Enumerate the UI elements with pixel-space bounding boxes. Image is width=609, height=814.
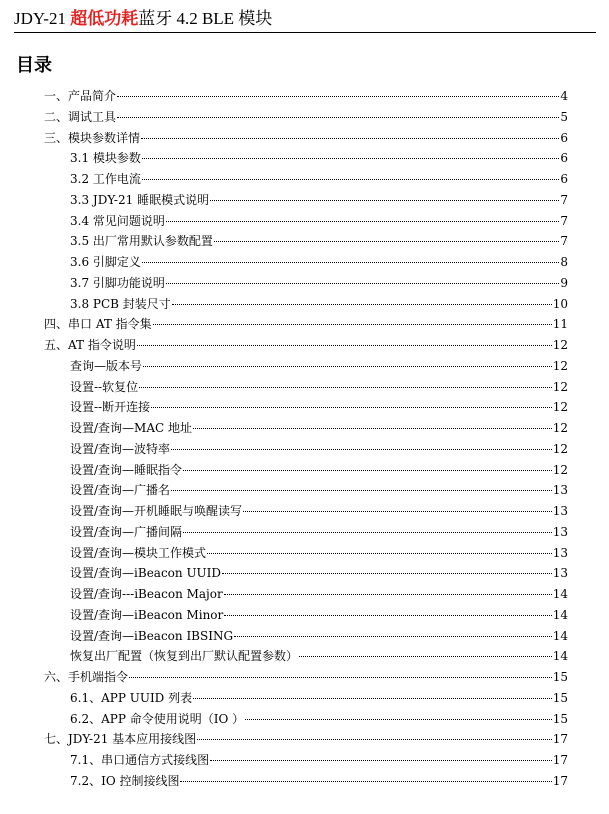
toc-entry[interactable] [0,107,609,128]
toc-dot-leader [210,760,552,761]
toc-entry-page-number: 7 [560,234,568,249]
toc-entry-page-number: 6 [560,172,568,186]
toc-entry-page-number: 7 [560,213,568,228]
toc-entry-label: 3.2 工作电流 [70,172,141,186]
toc-entry[interactable] [0,584,609,605]
toc-entry-label: 一、产品简介 [44,89,117,103]
toc-dot-leader [171,490,552,491]
toc-entry-page-number: 15 [552,690,568,705]
toc-entry[interactable] [0,335,609,356]
toc-entry[interactable] [0,231,609,252]
toc-entry[interactable] [0,439,609,460]
toc-dot-leader [142,179,559,180]
toc-entry[interactable] [0,729,609,750]
toc-dot-leader [224,594,552,595]
toc-entry-page-number: 12 [552,358,568,373]
toc-entry-page-number: 12 [552,400,568,415]
toc-entry-page-number: 7 [560,192,568,207]
toc-entry-page-number: 4 [560,89,568,103]
toc-entry-label: 7.1、串口通信方式接线图 [70,753,210,767]
toc-entry-label: 设置/查询—开机睡眠与唤醒读写 [70,504,243,518]
toc-dot-leader [143,366,552,367]
toc-dot-leader [224,615,551,616]
toc-entry-label: 3.4 常见问题说明 [70,213,165,228]
toc-entry[interactable] [0,397,609,418]
toc-entry-page-number: 12 [552,379,568,394]
toc-entry-page-number: 14 [552,649,568,664]
toc-entry-page-number: 12 [552,421,568,435]
toc-entry-page-number: 8 [560,255,568,269]
toc-entry[interactable] [0,480,609,501]
toc-dot-leader [193,428,552,429]
toc-entry-label: 6.2、APP 命令使用说明（IO ） [70,711,245,726]
toc-dot-leader [153,324,552,325]
toc-entry[interactable] [0,501,609,522]
toc-entry-label: 3.6 引脚定义 [70,255,141,269]
toc-dot-leader [166,283,559,284]
toc-dot-leader [171,449,552,450]
toc-entry-page-number: 14 [552,607,568,622]
toc-entry-label: 设置/查询—波特率 [70,441,171,456]
toc-dot-leader [139,387,552,388]
toc-entry[interactable] [0,377,609,398]
toc-dot-leader [142,262,559,263]
toc-entry-label: 设置/查询—iBeacon Minor [70,607,224,622]
toc-entry-label: 设置--软复位 [70,379,139,394]
toc-entry-page-number: 17 [552,732,568,747]
toc-entry[interactable] [0,709,609,730]
toc-entry[interactable] [0,273,609,294]
toc-entry-label: 二、调试工具 [44,109,117,124]
toc-entry-page-number: 13 [552,483,568,498]
toc-entry-label: 设置/查询—广播名 [70,483,171,498]
toc-entry[interactable] [0,626,609,647]
toc-entry-page-number: 12 [552,338,568,352]
toc-entry-page-number: 10 [552,296,568,311]
toc-dot-leader [234,636,552,637]
toc-entry[interactable] [0,563,609,584]
toc-entry[interactable] [0,356,609,377]
toc-entry[interactable] [0,543,609,564]
toc-dot-leader [172,304,552,305]
toc-dot-leader [214,241,559,242]
toc-entry[interactable] [0,190,609,211]
toc-entry-label: 四、串口 AT 指令集 [44,317,152,332]
toc-entry-label: 六、手机端指令 [44,670,129,684]
toc-entry-page-number: 17 [552,773,568,788]
toc-entry-label: 恢复出厂配置（恢复到出厂默认配置参数） [70,649,299,664]
toc-dot-leader [193,698,552,699]
toc-entry[interactable] [0,667,609,688]
toc-dot-leader [141,138,559,139]
toc-entry-label: 设置/查询—MAC 地址 [70,421,192,435]
toc-title: 目录 [16,55,52,76]
toc-entry-label: 设置/查询—iBeacon IBSING [70,628,234,643]
toc-entry-label: 五、AT 指令说明 [44,338,136,352]
toc-dot-leader [142,158,559,159]
header-highlight: 超低功耗 [70,9,139,28]
toc-entry-page-number: 15 [552,670,568,684]
header-prefix: JDY-21 [14,9,71,28]
toc-entry-label: 设置--断开连接 [70,400,151,415]
toc-entry-label: 查询—版本号 [70,358,143,373]
toc-dot-leader [166,221,559,222]
toc-entry-label: 七、JDY-21 基本应用接线图 [44,732,197,747]
toc-dot-leader [183,532,552,533]
toc-entry[interactable] [0,294,609,315]
toc-entry[interactable] [0,252,609,273]
toc-entry-page-number: 12 [552,441,568,456]
toc-entry-page-number: 12 [552,462,568,477]
toc-entry-page-number: 13 [552,545,568,560]
toc-entry[interactable] [0,169,609,190]
toc-dot-leader [117,117,559,118]
toc-entry-page-number: 5 [560,109,568,124]
toc-entry-page-number: 6 [560,130,568,145]
toc-entry[interactable] [0,646,609,667]
toc-entry[interactable] [0,771,609,792]
toc-entry-page-number: 14 [552,587,568,601]
toc-entry-label: 设置/查询—睡眠指令 [70,462,183,477]
toc-dot-leader [299,656,552,657]
toc-entry[interactable] [0,86,609,107]
toc-entry[interactable] [0,688,609,709]
toc-entry-page-number: 9 [560,275,568,290]
toc-dot-leader [243,511,552,512]
toc-dot-leader [117,96,559,97]
toc-dot-leader [151,407,552,408]
toc-entry[interactable] [0,522,609,543]
toc-entry-label: 设置/查询---iBeacon Major [70,587,223,601]
toc-dot-leader [137,345,552,346]
toc-entry-page-number: 15 [552,711,568,726]
toc-entry-page-number: 6 [560,151,568,166]
toc-entry[interactable] [0,605,609,626]
toc-dot-leader [129,677,552,678]
toc-dot-leader [180,781,551,782]
toc-dot-leader [207,553,552,554]
toc-dot-leader [197,739,552,740]
toc-entry-page-number: 11 [552,317,568,332]
toc-entry-page-number: 13 [552,524,568,539]
toc-entry-label: 设置/查询—iBeacon UUID [70,566,222,581]
toc-entry-label: 3.3 JDY-21 睡眠模式说明 [70,192,210,207]
toc-entry[interactable] [0,211,609,232]
toc-dot-leader [245,719,552,720]
toc-entry-label: 3.8 PCB 封装尺寸 [70,296,171,311]
toc-entry-label: 设置/查询—模块工作模式 [70,545,207,560]
table-of-contents [0,86,609,792]
header-suffix: 蓝牙 4.2 BLE 模块 [138,9,273,28]
toc-entry[interactable] [0,128,609,149]
toc-entry-page-number: 13 [552,504,568,518]
toc-entry-label: 设置/查询—广播间隔 [70,524,183,539]
page-header [14,8,596,33]
toc-entry-label: 6.1、APP UUID 列表 [70,690,193,705]
toc-entry[interactable] [0,460,609,481]
toc-dot-leader [222,573,552,574]
toc-dot-leader [183,470,552,471]
toc-entry-label: 3.5 出厂常用默认参数配置 [70,234,213,249]
toc-entry[interactable] [0,314,609,335]
toc-entry-label: 三、模块参数详情 [44,130,141,145]
toc-entry-page-number: 13 [552,566,568,581]
toc-entry-label: 7.2、IO 控制接线图 [70,773,180,788]
toc-entry-page-number: 14 [552,628,568,643]
toc-entry-page-number: 17 [552,753,568,767]
toc-entry[interactable] [0,148,609,169]
toc-entry[interactable] [0,418,609,439]
toc-entry[interactable] [0,750,609,771]
toc-dot-leader [210,200,559,201]
toc-entry-label: 3.1 模块参数 [70,151,141,166]
toc-entry-label: 3.7 引脚功能说明 [70,275,165,290]
